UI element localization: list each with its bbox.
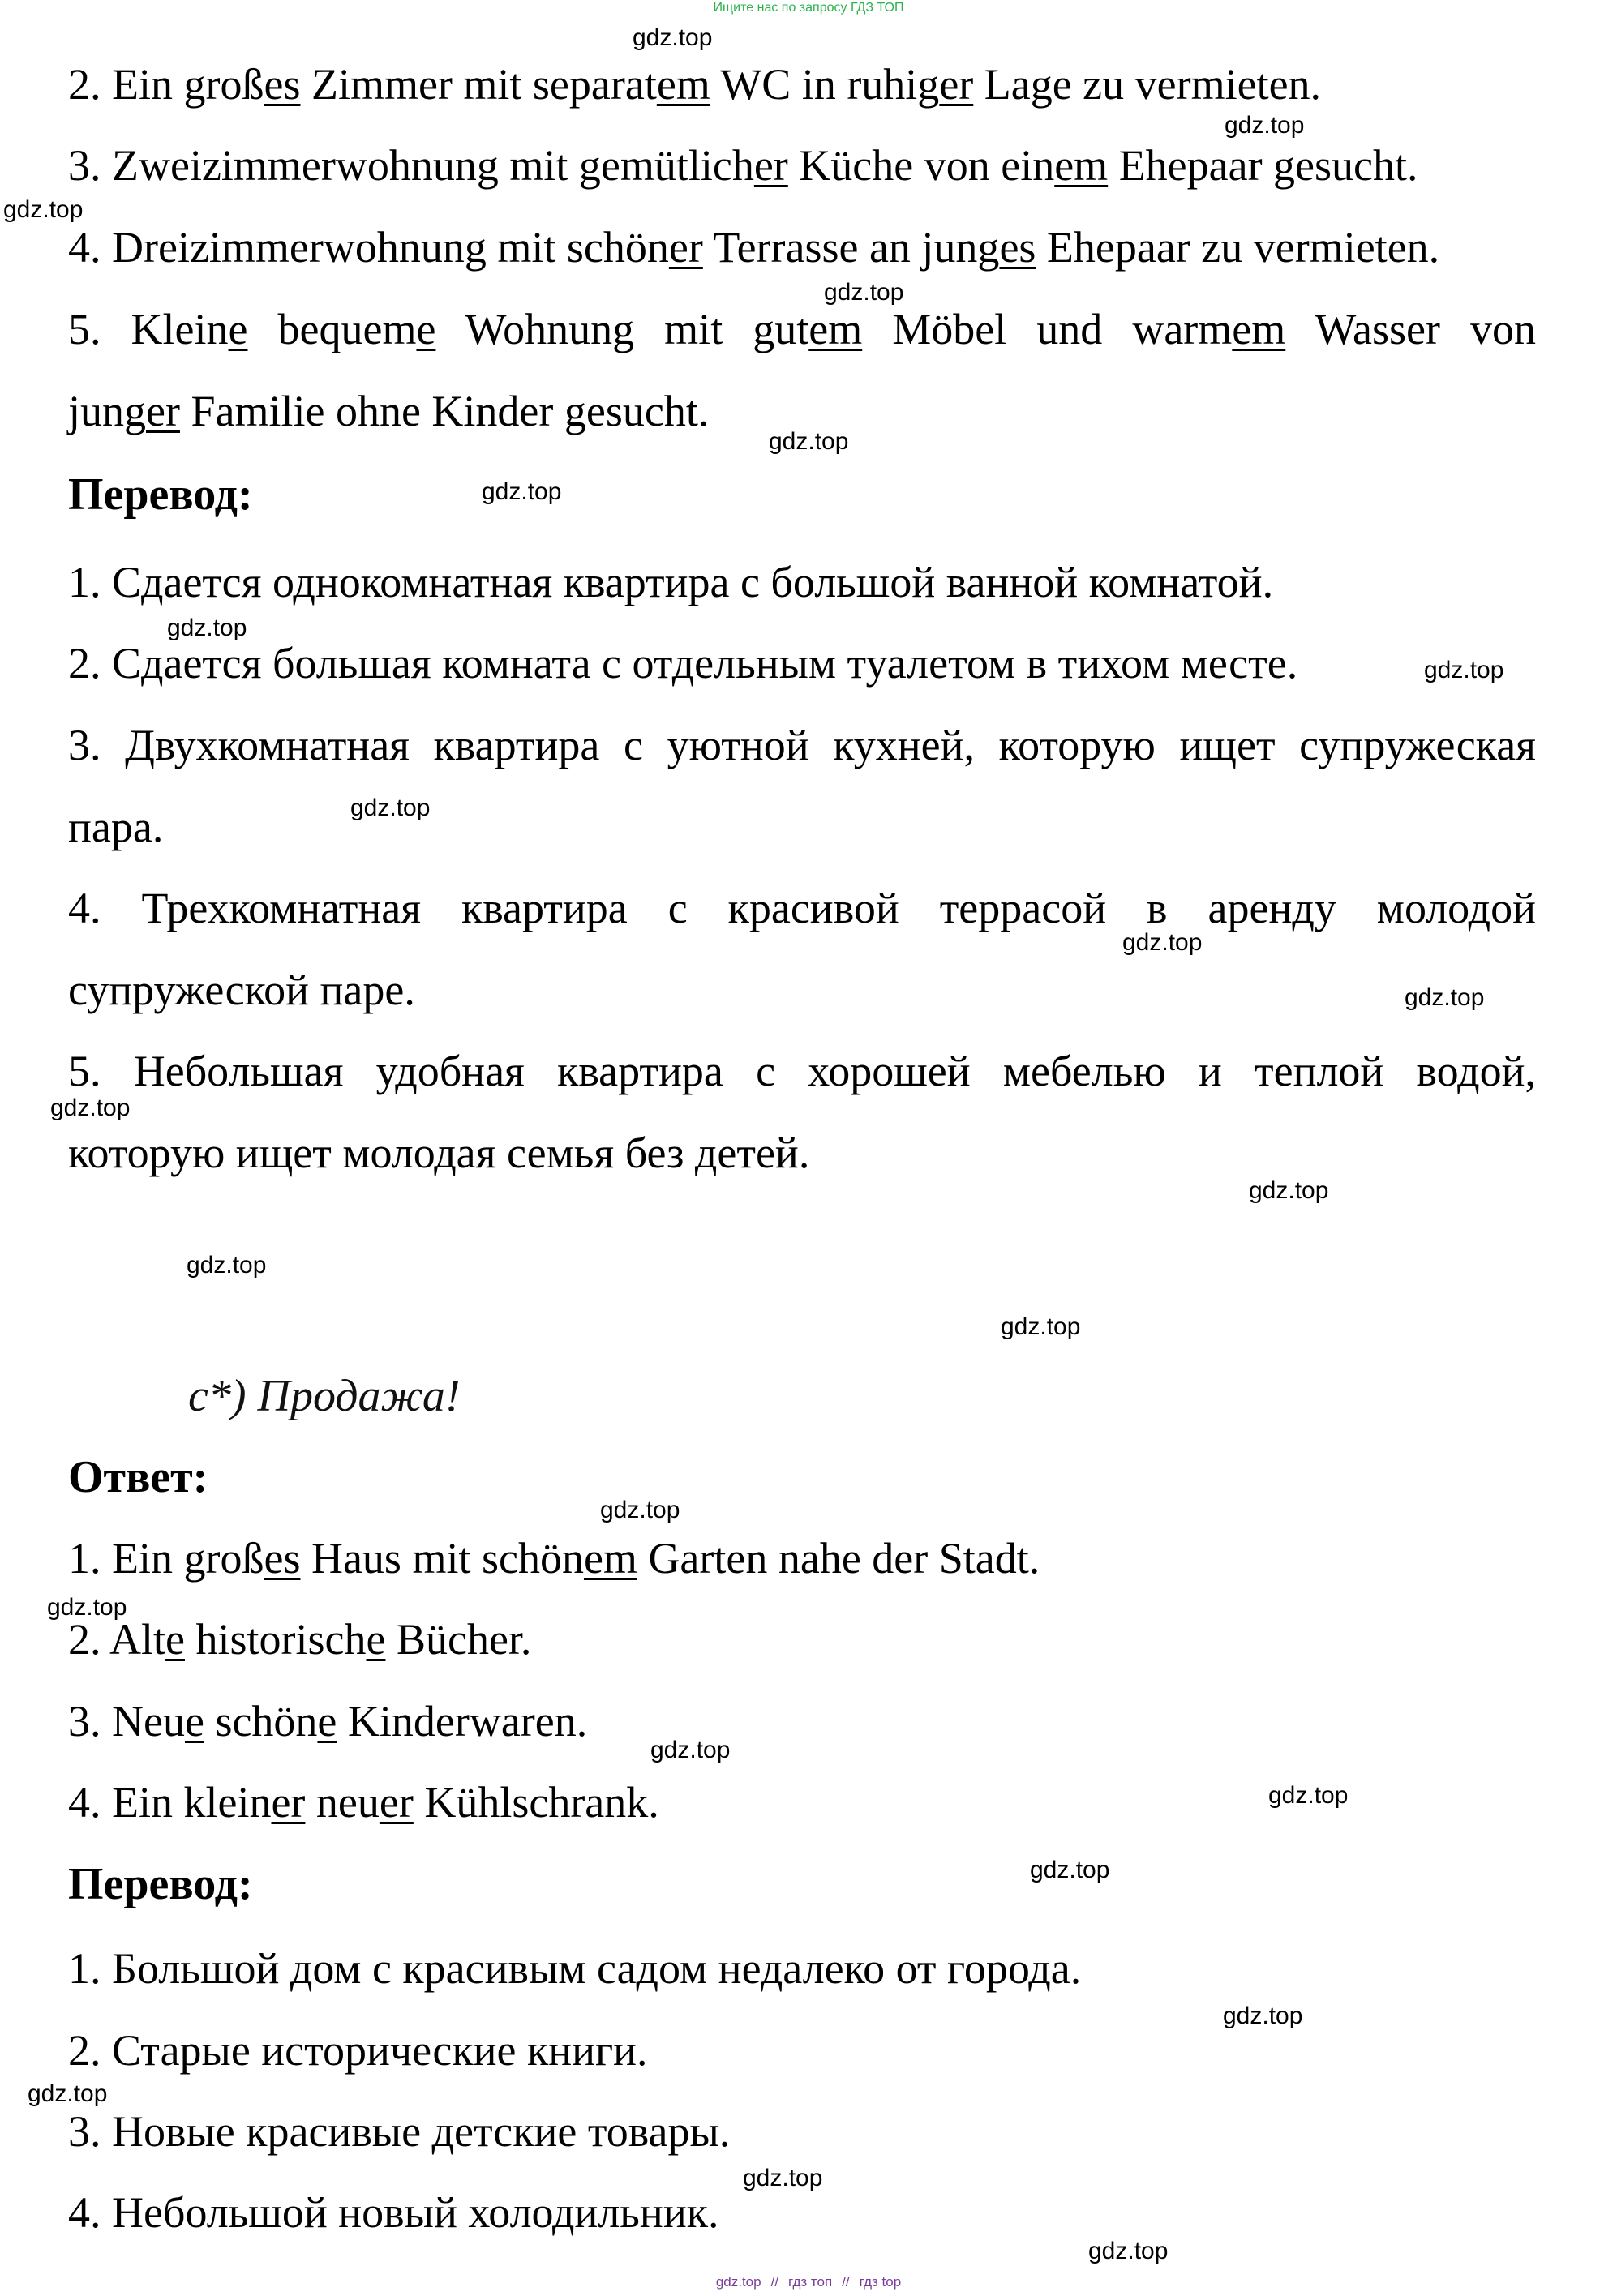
answer-c-line-2 bbox=[68, 1613, 1536, 1665]
sentence-text: bequem bbox=[247, 305, 417, 353]
watermark: gdz.top bbox=[1405, 984, 1485, 1011]
underlined-ending: er bbox=[379, 1778, 414, 1827]
underlined-ending: em bbox=[583, 1534, 637, 1583]
watermark: gdz.top bbox=[1249, 1177, 1329, 1204]
answer-c-line-1 bbox=[68, 1532, 1536, 1584]
sentence-text: Garten nahe der Stadt. bbox=[637, 1534, 1040, 1583]
footer-link-gdz-top-mixed[interactable]: гдз top bbox=[859, 2274, 902, 2290]
sentence-text: Zimmer mit separat bbox=[300, 60, 657, 109]
footer-link-gdz-top[interactable]: gdz.top bbox=[715, 2274, 761, 2290]
translation-b-line-4-cont: супружеской паре. bbox=[68, 966, 415, 1014]
watermark: gdz.top bbox=[1268, 1782, 1349, 1809]
footer-separator: // bbox=[842, 2274, 850, 2290]
translation-c-line-3: 3. Новые красивые детские товары. bbox=[68, 2107, 731, 2156]
translation-c-line-4: 4. Небольшой новый холодильник. bbox=[68, 2188, 719, 2237]
sentence-text: Kühlschrank. bbox=[413, 1778, 659, 1827]
sentence-text: 4. Dreizimmerwohnung mit schön bbox=[68, 223, 669, 272]
underlined-ending: em bbox=[808, 305, 863, 353]
watermark: gdz.top bbox=[824, 279, 904, 306]
underlined-ending: es bbox=[264, 1534, 301, 1583]
watermark: gdz.top bbox=[633, 24, 713, 51]
watermark: gdz.top bbox=[769, 428, 849, 455]
underlined-ending: es bbox=[264, 60, 301, 109]
underlined-ending: e bbox=[228, 305, 248, 353]
sentence-text: Bücher. bbox=[385, 1615, 532, 1664]
underlined-ending: er bbox=[146, 387, 180, 435]
underlined-ending: e bbox=[366, 1615, 386, 1664]
sentence-text: WC in ruhig bbox=[710, 60, 940, 109]
watermark: gdz.top bbox=[3, 196, 84, 223]
watermark: gdz.top bbox=[1223, 2003, 1303, 2029]
watermark: gdz.top bbox=[50, 1094, 131, 1121]
watermark: gdz.top bbox=[1001, 1313, 1081, 1340]
translation-c-line-1: 1. Большой дом с красивым садом недалеко от города. bbox=[68, 1944, 1082, 1993]
watermark: gdz.top bbox=[482, 478, 562, 505]
watermark: gdz.top bbox=[1030, 1857, 1110, 1883]
underlined-ending: em bbox=[1232, 305, 1286, 353]
underlined-ending: em bbox=[1054, 141, 1109, 190]
watermark: gdz.top bbox=[350, 795, 431, 821]
sentence-text: 2. Alt bbox=[68, 1615, 166, 1664]
footer-separator: // bbox=[770, 2274, 779, 2290]
underlined-ending: e bbox=[416, 305, 436, 353]
sentence-text: 1. Ein groß bbox=[68, 1534, 264, 1583]
sentence-text: historisch bbox=[185, 1615, 367, 1664]
watermark: gdz.top bbox=[600, 1497, 680, 1523]
sentence-text: Kinderwaren. bbox=[337, 1697, 588, 1746]
watermark: gdz.top bbox=[1225, 112, 1305, 139]
watermark: gdz.top bbox=[743, 2165, 823, 2191]
translation-b-line-3: 3. Двухкомнатная квартира с уютной кухней, которую ищет супружеская bbox=[68, 721, 1536, 769]
sentence-text: Haus mit schön bbox=[300, 1534, 584, 1583]
translation-heading-b: Перевод: bbox=[68, 469, 253, 520]
underlined-ending: er bbox=[668, 223, 703, 272]
translation-b-line-1: 1. Сдается однокомнатная квартира с большой ванной комнатой. bbox=[68, 558, 1274, 606]
top-search-note: Ищите нас по запросу ГДЗ ТОП bbox=[713, 1, 904, 15]
watermark: gdz.top bbox=[1424, 657, 1504, 683]
underlined-ending: e bbox=[184, 1697, 204, 1746]
watermark: gdz.top bbox=[167, 615, 247, 641]
answer-b-line-4 bbox=[68, 221, 1536, 273]
translation-heading-c: Перевод: bbox=[68, 1859, 253, 1909]
watermark: gdz.top bbox=[28, 2080, 108, 2107]
sentence-text: Lage zu vermieten. bbox=[973, 60, 1322, 109]
sentence-text: 2. Ein groß bbox=[68, 60, 264, 109]
sentence-text: neu bbox=[305, 1778, 380, 1827]
sentence-text: Familie ohne Kinder gesucht. bbox=[179, 387, 710, 435]
answer-heading-c: Ответ: bbox=[68, 1452, 208, 1502]
sentence-text: 5. Klein bbox=[68, 305, 229, 353]
answer-b-line-3 bbox=[68, 139, 1536, 191]
sentence-text: jung bbox=[68, 387, 147, 435]
sentence-text: schön bbox=[204, 1697, 318, 1746]
sentence-text: 3. Neu bbox=[68, 1697, 185, 1746]
translation-b-line-3-cont: пара. bbox=[68, 803, 164, 851]
watermark: gdz.top bbox=[1088, 2238, 1169, 2264]
translation-b-line-2: 2. Сдается большая комната с отдельным туалетом в тихом месте. bbox=[68, 639, 1298, 688]
sentence-text: Ehepaar gesucht. bbox=[1108, 141, 1418, 190]
translation-b-line-5-cont: которую ищет молодая семья без детей. bbox=[68, 1129, 810, 1177]
section-c-subheading: с*) Продажа! bbox=[188, 1371, 461, 1421]
footer-links bbox=[0, 2273, 1617, 2291]
watermark: gdz.top bbox=[187, 1252, 267, 1279]
answer-c-line-3 bbox=[68, 1695, 1536, 1747]
underlined-ending: e bbox=[317, 1697, 337, 1746]
sentence-text: Wohnung mit gut bbox=[435, 305, 809, 353]
underlined-ending: em bbox=[656, 60, 710, 109]
sentence-text: Wasser von bbox=[1285, 305, 1536, 353]
sentence-text: Möbel und warm bbox=[862, 305, 1233, 353]
sentence-text: Ehepaar zu vermieten. bbox=[1036, 223, 1440, 272]
sentence-text: Küche von ein bbox=[787, 141, 1055, 190]
watermark: gdz.top bbox=[650, 1737, 731, 1763]
underlined-ending: er bbox=[271, 1778, 306, 1827]
sentence-text: Terrasse an jung bbox=[702, 223, 1000, 272]
translation-c-line-2: 2. Старые исторические книги. bbox=[68, 2026, 648, 2075]
sentence-text: 4. Ein klein bbox=[68, 1778, 272, 1827]
underlined-ending: er bbox=[753, 141, 788, 190]
sentence-text: 3. Zweizimmerwohnung mit gemütlich bbox=[68, 141, 754, 190]
footer-link-gdz-top-ru[interactable]: гдз топ bbox=[788, 2274, 833, 2290]
translation-b-line-5: 5. Небольшая удобная квартира с хорошей мебелью и теплой водой, bbox=[68, 1047, 1536, 1095]
watermark: gdz.top bbox=[1122, 929, 1203, 956]
underlined-ending: er bbox=[939, 60, 974, 109]
answer-b-line-5 bbox=[68, 303, 1536, 355]
answer-b-line-2 bbox=[68, 58, 1536, 110]
watermark: gdz.top bbox=[47, 1594, 127, 1621]
underlined-ending: es bbox=[999, 223, 1036, 272]
underlined-ending: e bbox=[165, 1615, 185, 1664]
translation-b-line-4: 4. Трехкомнатная квартира с красивой террасой в аренду молодой bbox=[68, 884, 1536, 932]
